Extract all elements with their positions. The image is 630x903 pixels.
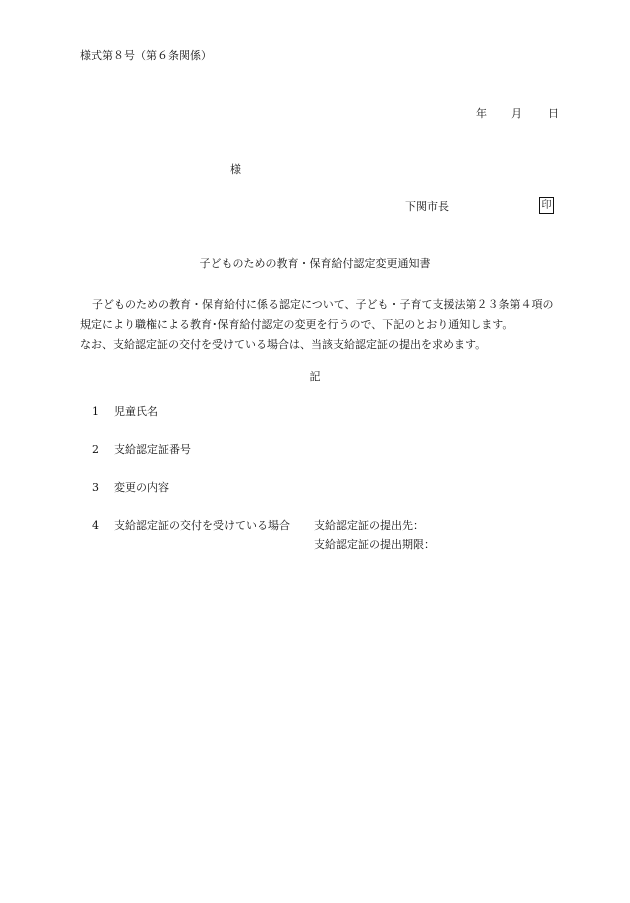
certificate-submit-deadline: 支給認定証の提出期限： xyxy=(314,538,435,551)
certificate-submit-to: 支給認定証の提出先： xyxy=(314,519,424,532)
issuer-name: 下関市長 xyxy=(405,200,449,213)
ki-heading: 記 xyxy=(309,370,321,383)
item-label-change-details: 変更の内容 xyxy=(114,481,169,494)
body-text xyxy=(80,295,560,355)
recipient-honorific: 様 xyxy=(230,163,241,176)
item-number: 3 xyxy=(92,481,99,494)
seal-text: 印 xyxy=(541,199,552,211)
item-number: 4 xyxy=(92,519,99,532)
item-number: 2 xyxy=(92,443,99,456)
seal-box xyxy=(539,197,554,214)
date-year-label: 年 xyxy=(476,107,487,120)
item-label-child-name: 児童氏名 xyxy=(114,405,158,418)
body-paragraph-2: なお、支給認定証の交付を受けている場合は、当該支給認定証の提出を求めます。 xyxy=(80,338,487,351)
date-day-label: 日 xyxy=(548,107,559,120)
date-month-label: 月 xyxy=(511,107,522,120)
document-title: 子どものための教育・保育給付認定変更通知書 xyxy=(199,257,431,270)
form-number: 様式第８号（第６条関係） xyxy=(80,49,212,62)
item-label-certificate-issued: 支給認定証の交付を受けている場合 xyxy=(114,519,290,532)
body-paragraph-1: 子どものための教育・保育給付に係る認定について、子ども・子育て支援法第２３条第４項の規定により職権による教育･保育給付認定の変更を行うので、下記のとおり通知します。 xyxy=(80,298,554,331)
item-number: 1 xyxy=(92,405,99,418)
item-label-certificate-number: 支給認定証番号 xyxy=(114,443,191,456)
